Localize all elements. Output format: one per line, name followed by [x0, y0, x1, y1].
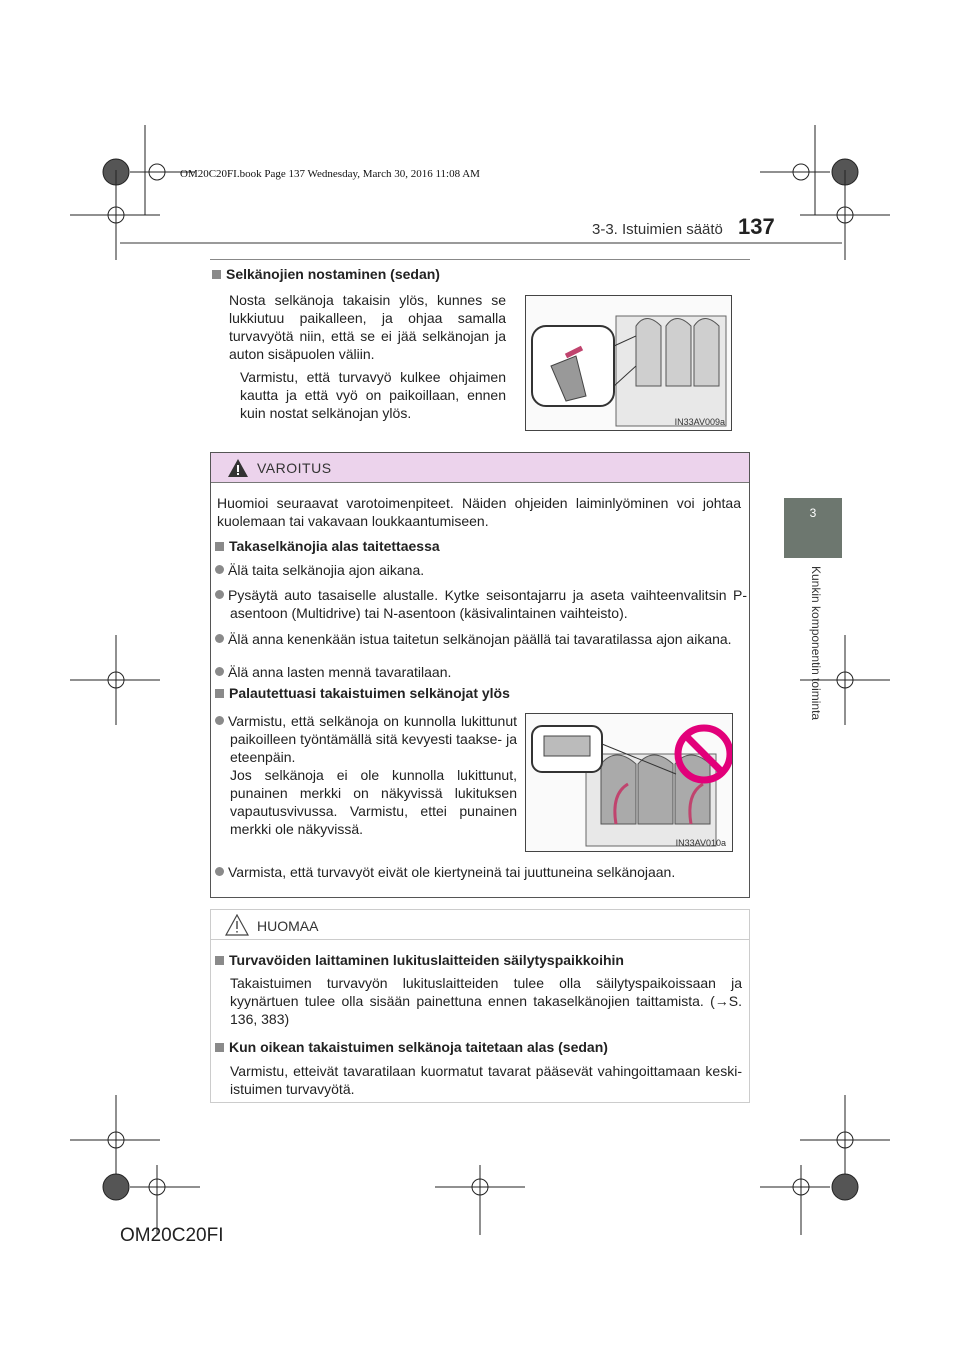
- chapter-tab: [784, 498, 842, 558]
- notice-box: [210, 909, 750, 1103]
- warning-header: [211, 453, 749, 483]
- warning-item: Älä anna kenenkään istua taitetun selkänojan päällä tai tavaratilassa ajon aikana.: [215, 630, 747, 648]
- divider: [210, 259, 750, 260]
- book-info: OM20C20FI.book Page 137 Wednesday, March 30, 2016 11:08 AM: [180, 168, 480, 180]
- figure-label: IN33AV010a: [675, 838, 726, 848]
- raise-note: Varmistu, että turvavyö kulkee ohjaimen kautta ja että vyö on paikoillaan, ennen kuin nostat selkänojan ylös.: [240, 369, 506, 421]
- warning-box: [210, 452, 750, 898]
- warning-triangle-icon: [227, 458, 249, 478]
- figure-label: IN33AV009a: [674, 417, 725, 427]
- warning-intro: Huomioi seuraavat varotoimenpiteet. Näiden ohjeiden laiminlyöminen voi johtaa kuolemaan tai vakavaan loukkaantumiseen.: [217, 495, 741, 529]
- warning-item-continued: Jos selkänoja ei ole kunnolla lukittunut, punainen merkki on näkyvissä lukituksen vapautusvivussa. Varmistu, ettei punainen merkki ole näkyvissä.: [230, 767, 517, 837]
- page-number: 137: [738, 214, 775, 239]
- raise-paragraph: Nosta selkänoja takaisin ylös, kunnes se lukkiutuu paikalleen, ja ohjaa samalla turvavyötä niin, että se ei jää selkänojan ja auton sisäpuolen väliin.: [229, 292, 506, 362]
- warning-item: Varmistu, että selkänoja on kunnolla lukittunut paikoilleen työntämällä sitä kevyesti taakse- ja eteenpäin.: [215, 712, 517, 766]
- warning-heading: VAROITUS: [257, 460, 332, 476]
- warning-item: Älä taita selkänojia ajon aikana.: [215, 561, 741, 579]
- warning-item: Pysäytä auto tasaiselle alustalle. Kytke seisontajarru ja aseta vaihteenvalitsin P-asentoon (Multidrive) tai N-asentoon (käsivalintainen vaihteisto).: [215, 586, 747, 622]
- warning-sub1-title: Takaselkänojia alas taitettaessa: [215, 538, 440, 556]
- notice-sub2-text: Varmistu, etteivät tavaratilaan kuormatut tavarat pääsevät vahingoittamaan keski-istuimen turvavyötä.: [230, 1063, 742, 1097]
- seatback-lock-figure: [525, 713, 733, 852]
- caution-triangle-icon: [225, 914, 249, 936]
- warning-item: Varmista, että turvavyöt eivät ole kiertyneinä tai juuttuneina selkänojaan.: [215, 863, 747, 881]
- warning-item: Älä anna lasten mennä tavaratilaan.: [215, 663, 741, 681]
- notice-header: [211, 910, 749, 940]
- warning-sub2-title: Palautettuasi takaistuimen selkänojat ylös: [215, 685, 510, 703]
- header-line: [120, 242, 842, 244]
- footer-code: OM20C20FI: [120, 1225, 224, 1246]
- chapter-label: Kunkin komponentin toiminta: [809, 566, 823, 721]
- notice-sub2-title: Kun oikean takaistuimen selkänoja taitetaan alas (sedan): [215, 1039, 608, 1057]
- notice-sub1-title: Turvavöiden laittaminen lukituslaitteiden säilytyspaikkoihin: [215, 952, 624, 970]
- seatback-raise-figure: [525, 295, 732, 431]
- notice-sub1-text: Takaistuimen turvavyön lukituslaitteiden tulee olla säilytyspaikoissaan ja kyynärtuen tulee olla sisään painettuna ennen takaselkänojien taittamista. (→S. 136, 383): [230, 975, 742, 1027]
- raise-section-title: Selkänojien nostaminen (sedan): [212, 266, 440, 284]
- chapter-number: 3: [809, 506, 817, 520]
- section-title: 3-3. Istuimien säätö: [592, 221, 723, 238]
- notice-heading: HUOMAA: [257, 918, 319, 934]
